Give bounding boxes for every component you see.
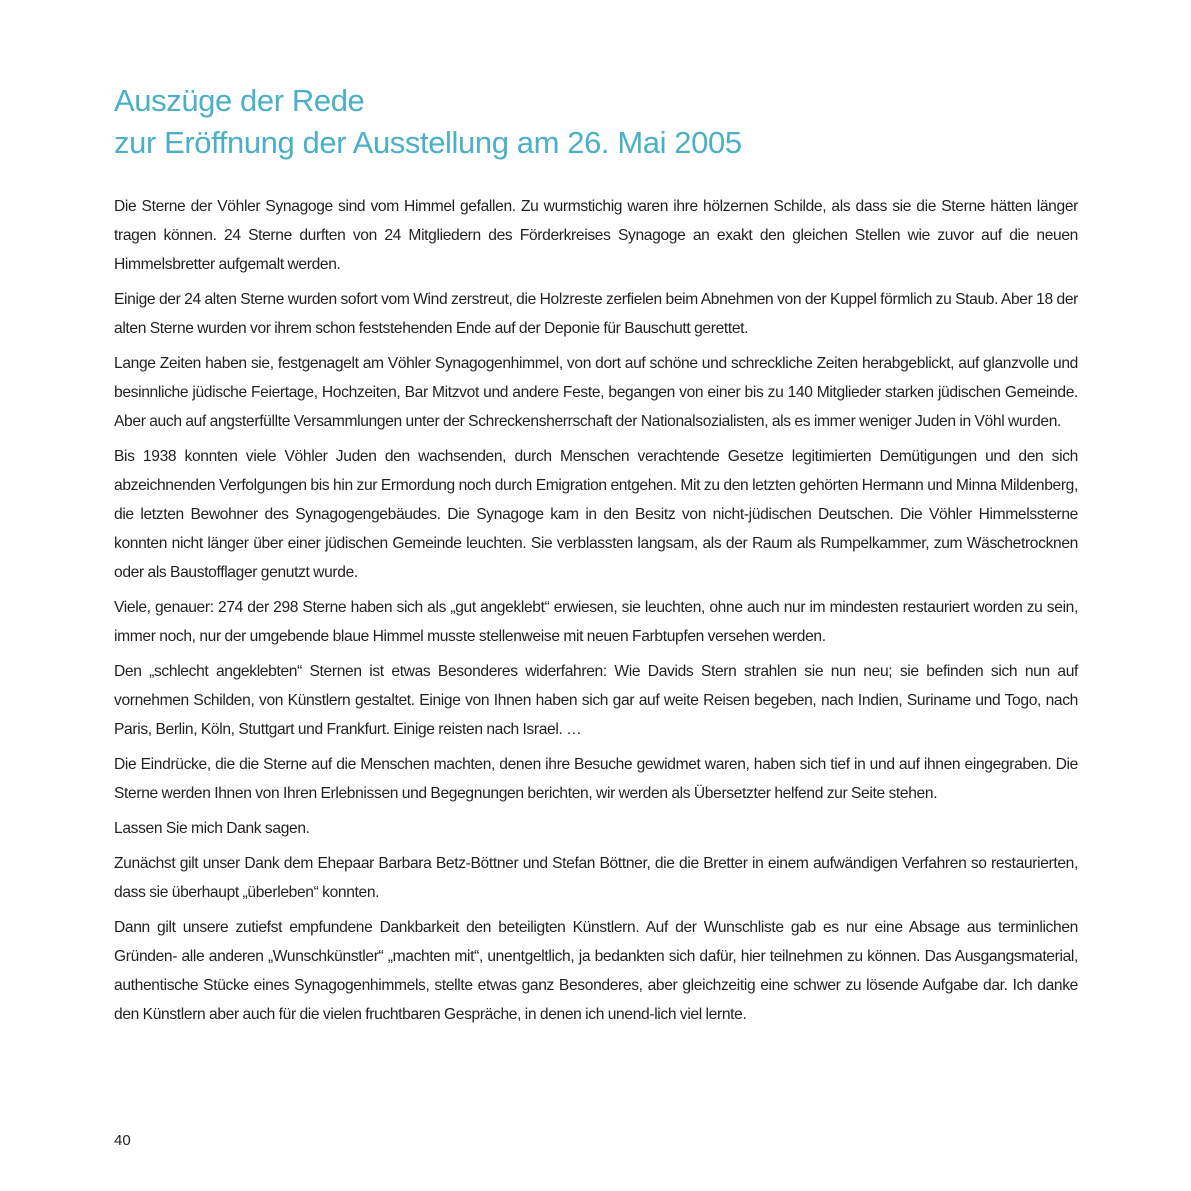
paragraph: Lange Zeiten haben sie, festgenagelt am Vöhler Synagogenhimmel, von dort auf schöne und schreckliche Zeiten herabgeblickt, auf glanzvolle und besinnliche jüdische Feiertage, Hochzeiten, Bar Mitzvot und andere Feste, begangen von einer bis zu 140 Mitglieder starken jüdischen Gemeinde. Aber auch auf angsterfüllte Versammlungen unter der Schreckensherrschaft der Nationalsozialisten, als es immer weniger Juden in Vöhl wurden. xyxy=(114,355,1078,430)
paragraph: Zunächst gilt unser Dank dem Ehepaar Barbara Betz-Böttner und Stefan Böttner, die die Bretter in einem aufwändigen Verfahren so restaurierten, dass sie überhaupt „überleben“ konnten. xyxy=(114,855,1078,901)
paragraph: Die Eindrücke, die die Sterne auf die Menschen machten, denen ihre Besuche gewidmet waren, haben sich tief in und auf ihnen eingegraben. Die Sterne werden Ihnen von Ihren Erlebnissen und Begegnungen berichten, wir werden als Übersetzter helfend zur Seite stehen. xyxy=(114,756,1078,802)
title-line-2: zur Eröffnung der Ausstellung am 26. Mai 2005 xyxy=(114,125,742,160)
paragraph: Die Sterne der Vöhler Synagoge sind vom Himmel gefallen. Zu wurmstichig waren ihre hölzernen Schilde, als dass sie die Sterne hätten länger tragen können. 24 Sterne durften von 24 Mitgliedern des Förderkreises Synagoge an exakt den gleichen Stellen wie zuvor auf die neuen Himmelsbretter aufgemalt werden. xyxy=(114,198,1078,273)
paragraph: Lassen Sie mich Dank sagen. xyxy=(114,820,310,837)
page-content xyxy=(114,80,1078,1035)
title-line-1: Auszüge der Rede xyxy=(114,83,365,118)
paragraph: Einige der 24 alten Sterne wurden sofort vom Wind zerstreut, die Holzreste zerfielen beim Abnehmen von der Kuppel förmlich zu Staub. Aber 18 der alten Sterne wurden vor ihrem schon feststehenden Ende auf der Deponie für Bauschutt gerettet. xyxy=(114,291,1078,337)
paragraph: Viele, genauer: 274 der 298 Sterne haben sich als „gut angeklebt“ erwiesen, sie leuchten, ohne auch nur im mindesten restauriert worden zu sein, immer noch, nur der umgebende blaue Himmel musste stellenweise mit neuen Farbtupfen versehen werden. xyxy=(114,599,1078,645)
paragraph: Dann gilt unsere zutiefst empfundene Dankbarkeit den beteiligten Künstlern. Auf der Wunschliste gab es nur eine Absage aus terminlichen Gründen- alle anderen „Wunschkünstler“ „machten mit“, unentgeltlich, ja bedankten sich dafür, hier teilnehmen zu können. Das Ausgangsmaterial, authentische Stücke eines Synagogenhimmels, stellte etwas ganz Besonderes, aber gleichzeitig eine schwer zu lösende Aufgabe dar. Ich danke den Künstlern aber auch für die vielen fruchtbaren Gespräche, in denen ich unend-lich viel lernte. xyxy=(114,919,1078,1023)
speech-text xyxy=(114,192,1078,1029)
paragraph: Bis 1938 konnten viele Vöhler Juden den wachsenden, durch Menschen verachtende Gesetze legitimierten Demütigungen und den sich abzeichnenden Verfolgungen bis hin zur Ermordung noch durch Emigration entgehen. Mit zu den letzten gehörten Hermann und Minna Mildenberg, die letzten Bewohner des Synagogengebäudes. Die Synagoge kam in den Besitz von nicht-jüdischen Deutschen. Die Vöhler Himmelssterne konnten nicht länger über einer jüdischen Gemeinde leuchten. Sie verblassten langsam, als der Raum als Rumpelkammer, zum Wäschetrocknen oder als Baustofflager genutzt wurde. xyxy=(114,448,1078,581)
paragraph: Den „schlecht angeklebten“ Sternen ist etwas Besonderes widerfahren: Wie Davids Stern strahlen sie nun neu; sie befinden sich nun auf vornehmen Schilden, von Künstlern gestaltet. Einige von Ihnen haben sich gar auf weite Reisen begeben, nach Indien, Suriname und Togo, nach Paris, Berlin, Köln, Stuttgart und Frankfurt. Einige reisten nach Israel. … xyxy=(114,663,1078,738)
page-number: 40 xyxy=(114,1132,131,1149)
page-title xyxy=(114,80,1078,164)
